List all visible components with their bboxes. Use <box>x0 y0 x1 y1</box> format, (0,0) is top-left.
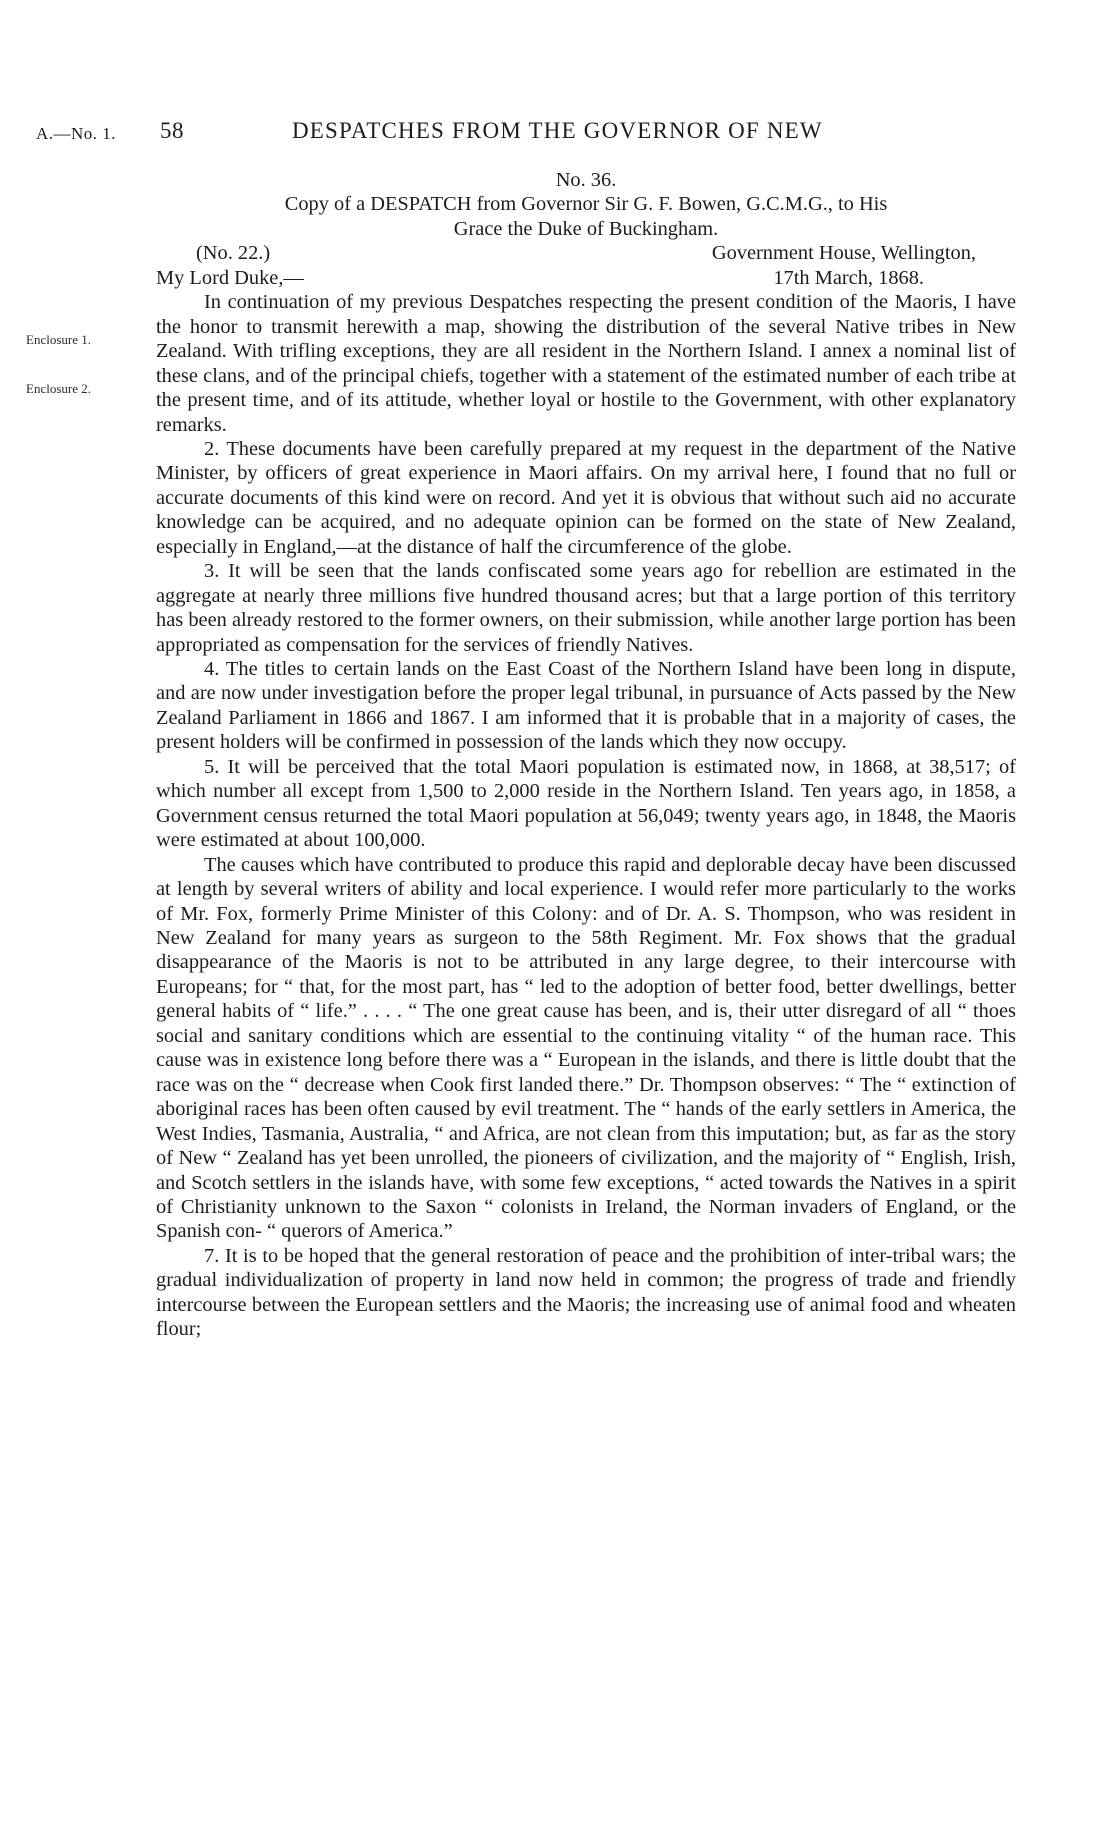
running-title: DESPATCHES FROM THE GOVERNOR OF NEW <box>292 118 823 143</box>
document-reference: A.—No. 1. <box>36 124 117 143</box>
address-row-2 <box>156 266 1016 290</box>
despatch-sub-number: (No. 22.) <box>196 242 271 265</box>
despatch-heading-line-1: Copy of a DESPATCH from Governor Sir G. F. Bowen, G.C.M.G., to His <box>284 193 888 216</box>
page-number: 58 <box>160 118 184 143</box>
despatch-number: No. 36. <box>555 169 617 191</box>
salutation: My Lord Duke,— <box>156 266 304 289</box>
despatch-place: Government House, Wellington, <box>711 242 976 265</box>
paragraph-3: 3. It will be seen that the lands confiscated some years ago for rebellion are estimated in the aggregate at nearly three millions five hundred thousand acres; but that a large portion of this territory has been already restored to the former owners, on their submission, while another large portion has been appropriated as compensation for the services of friendly Natives. <box>156 560 1016 656</box>
margin-note-enclosure-1: Enclosure 1. <box>26 332 91 347</box>
paragraph-5: 5. It will be perceived that the total Maori population is estimated now, in 1868, at 38,517; of which number all except from 1,500 to 2,000 reside in the Northern Island. Ten years ago, in 1858, a Government census returned the total Maori population at 56,049; twenty years ago, in 1848, the Maoris were estimated at about 100,000. <box>156 755 1016 852</box>
paragraph-6: The causes which have contributed to produce this rapid and deplorable decay have been discussed at length by several writers of ability and local experience. I would refer more particularly to the works of Mr. Fox, formerly Prime Minister of this Colony: and of Dr. A. S. Thompson, who was resident in New Zealand for many years as surgeon to the 58th Regiment. Mr. Fox shows that the gradual disappearance of the Maoris is not to be attributed in any large degree, to their intercourse with Europeans; for “ that, for the most part, has “ led to the adoption of better food, better dwellings, better general habits of “ life.” . . . . “ The one great cause has been, and is, their utter disregard of all “ thoes social and sanitary conditions which are essential to the continuing vitality “ of the human race. This cause was in existence long before there was a “ European in the islands, and there is little doubt that the race was on the “ decrease when Cook first landed there.” Dr. Thompson observes: “ The “ extinction of aboriginal races has been often caused by evil treatment. The “ hands of the early settlers in America, the West Indies, Tasmania, Australia, “ and Africa, are not clean from this imputation; but, as far as the story of New “ Zealand has yet been unrolled, the pioneers of civilization, and the majority of “ English, Irish, and Scotch settlers in the islands have, with some few exceptions, “ acted towards the Natives in a spirit of Christianity unknown to the Saxon “ colonists in Ireland, the Norman invaders of England, or the Spanish con- “ querors of America.” <box>156 853 1016 1243</box>
paragraph-4: 4. The titles to certain lands on the East Coast of the Northern Island have been long in dispute, and are now under investigation before the proper legal tribunal, in pursuance of Acts passed by the New Zealand Parliament in 1866 and 1867. I am informed that it is probable that in a majority of cases, the present holders will be confirmed in possession of the lands which they now occupy. <box>156 658 1016 754</box>
paragraph-7: 7. It is to be hoped that the general restoration of peace and the prohibition of inter-tribal wars; the gradual individualization of property in land now held in common; the progress of trade and friendly intercourse between the European settlers and the Maoris; the increasing use of animal food and wheaten flour; <box>156 1244 1016 1341</box>
despatch-body <box>156 168 1016 1342</box>
paragraph-2: 2. These documents have been carefully prepared at my request in the department of the Native Minister, by officers of great experience in Maori affairs. On my arrival here, I found that no full or accurate documents of this kind were on record. And yet it is obvious that without such aid no accurate knowledge can be acquired, and no adequate opinion can be formed on the state of New Zealand, especially in England,—at the distance of half the circumference of the globe. <box>156 437 1016 558</box>
margin-note-enclosure-2: Enclosure 2. <box>26 381 91 396</box>
despatch-date: 17th March, 1868. <box>773 266 924 289</box>
paragraph-1: In continuation of my previous Despatches respecting the present condition of the Maoris, I have the honor to transmit herewith a map, showing the distribution of the several Native tribes in New Zealand. With trifling exceptions, they are all resident in the Northern Island. I annex a nominal list of these clans, and of the principal chiefs, together with a statement of the estimated number of each tribe at the present time, and of its attitude, whether loyal or hostile to the Government, with other explanatory remarks. <box>156 291 1016 436</box>
running-header <box>36 118 1076 154</box>
address-row-1 <box>156 241 1016 265</box>
despatch-heading-line-2: Grace the Duke of Buckingham. <box>453 217 719 240</box>
